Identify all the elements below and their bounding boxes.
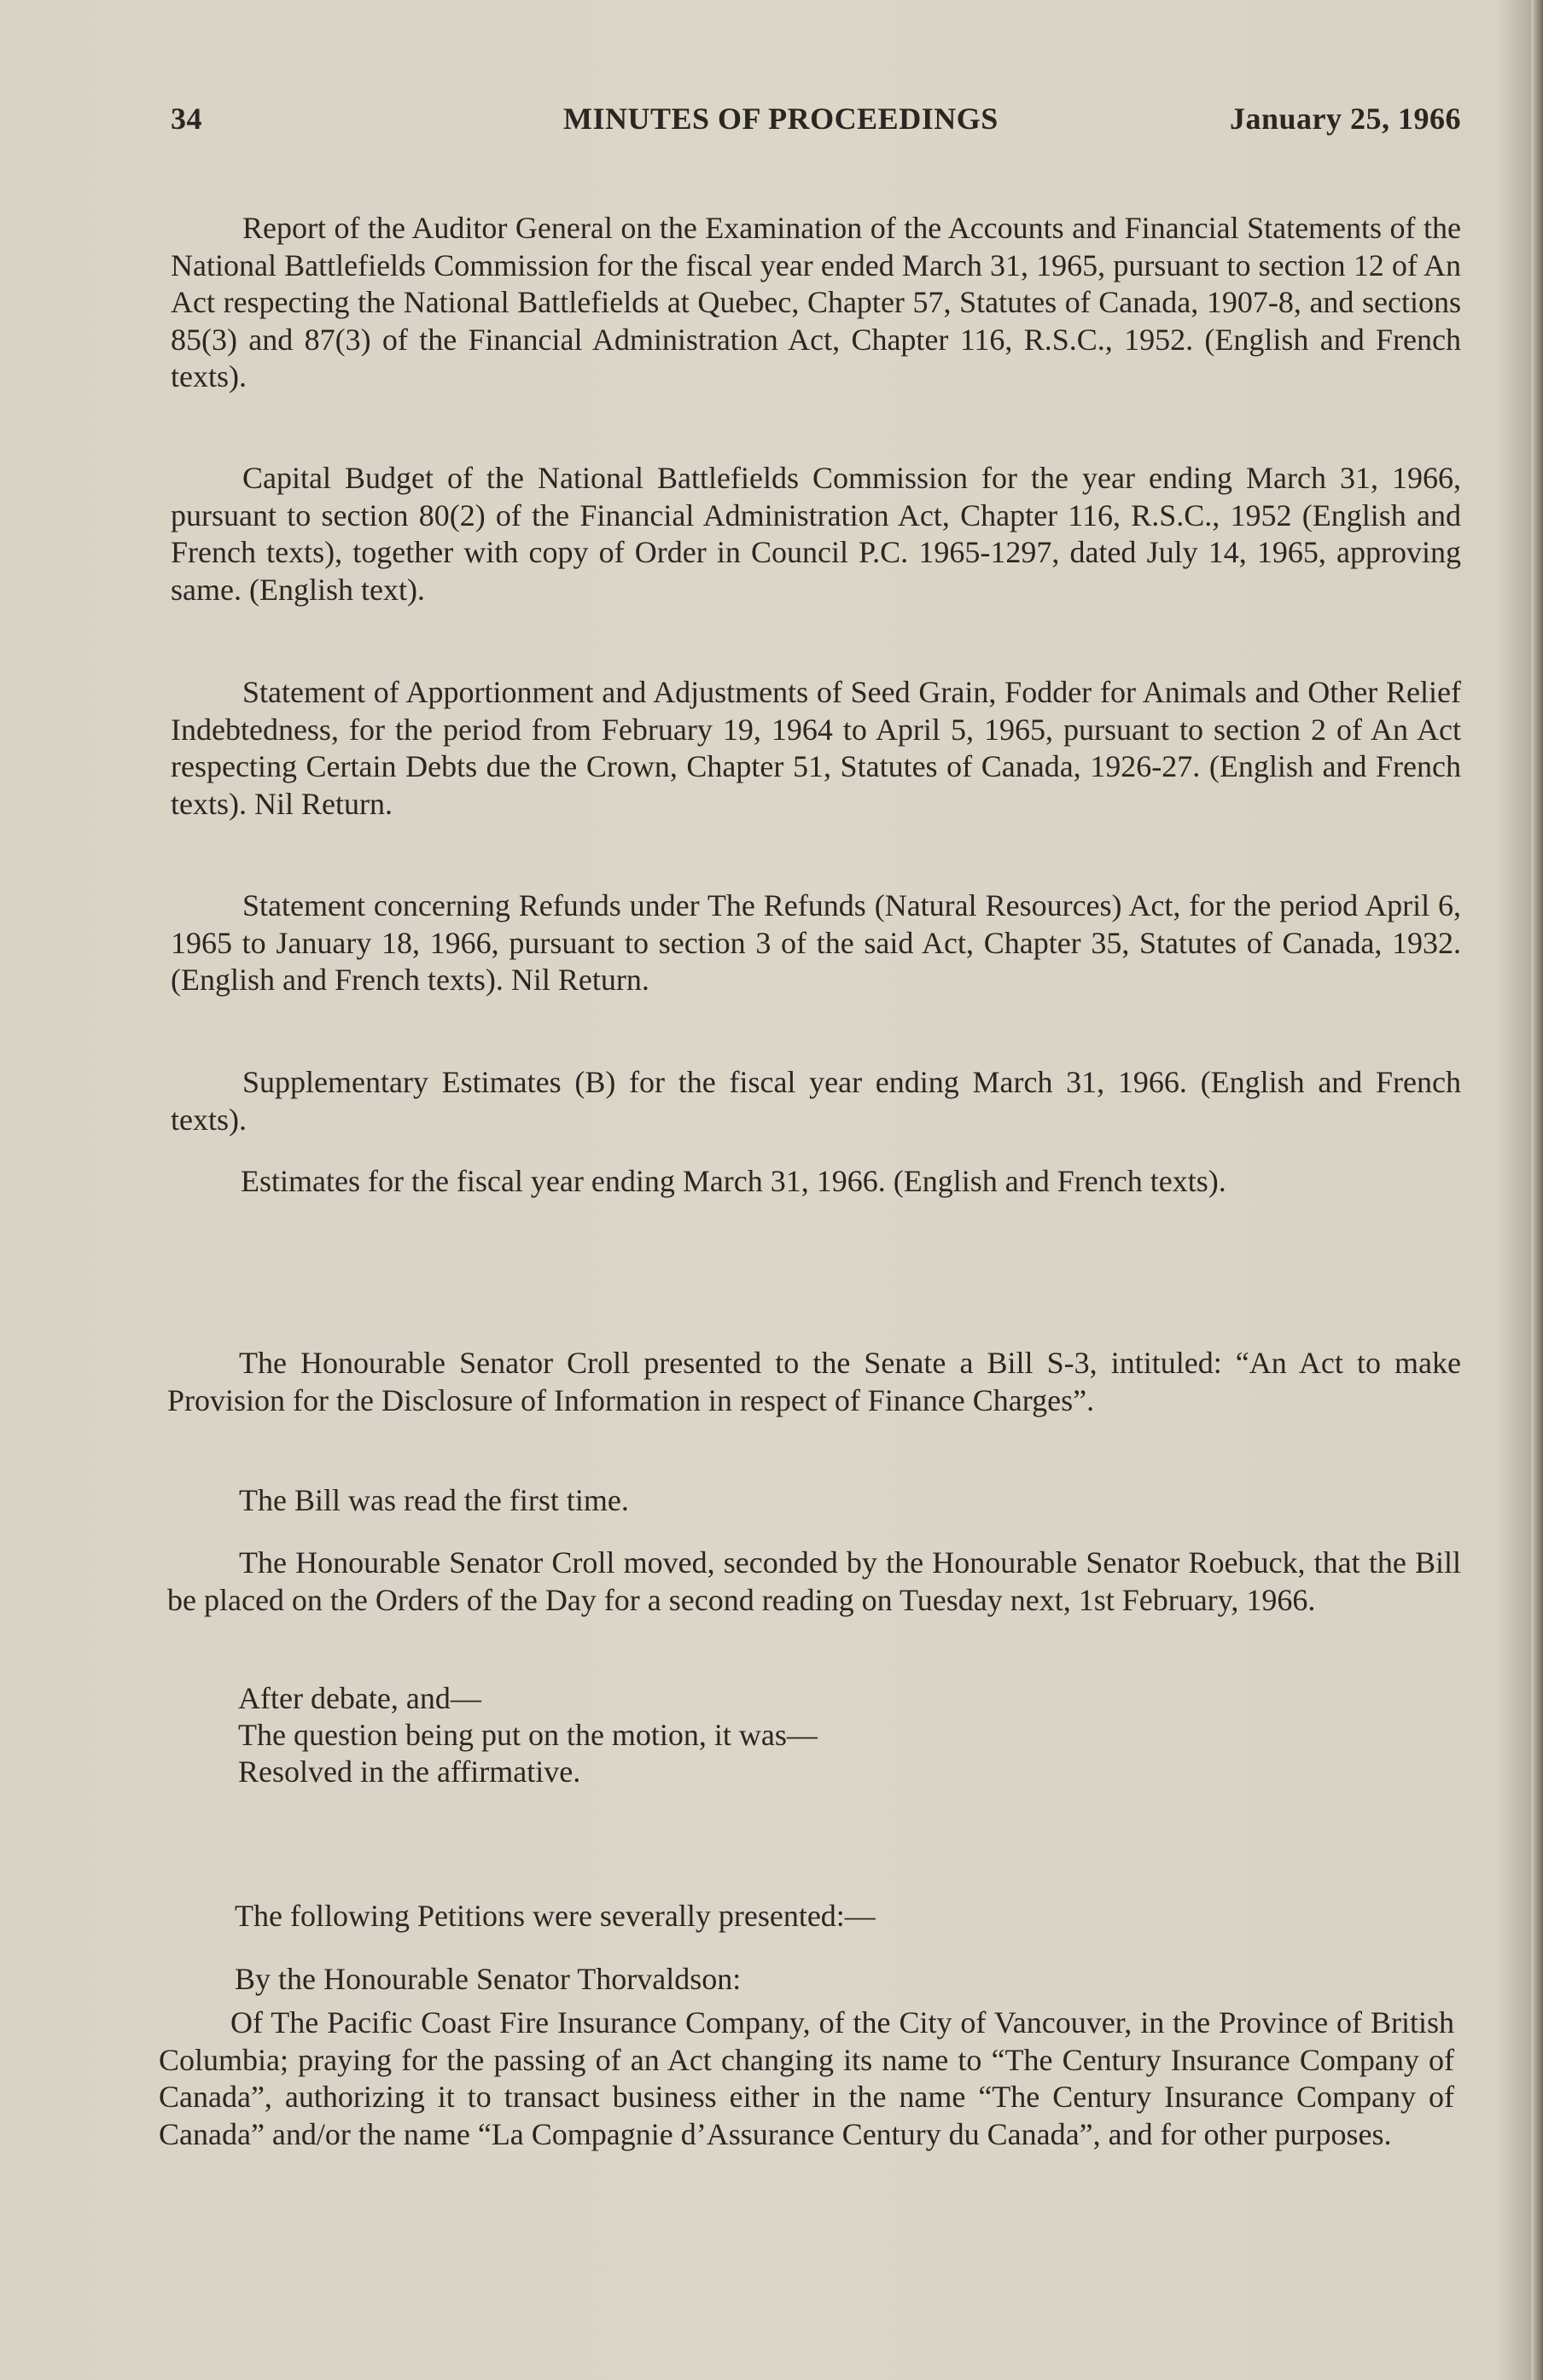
paragraph-refunds-statement: Statement concerning Refunds under The Refunds (Natural Resources) Act, for the period April 6, 1965 to January 18, 1966, pursuant to section 3 of the said Act, Chapter 35, Statutes of Canada, 1932. (English and French texts). Nil Return.	[171, 888, 1461, 997]
paragraph-capital-budget: Capital Budget of the National Battlefields Commission for the year ending March 31, 1966, pursuant to section 80(2) of the Financial Administration Act, Chapter 116, R.S.C., 1952 (English and French texts), together with copy of Order in Council P.C. 1965-1297, dated July 14, 1965, approving same. (English text).	[171, 461, 1461, 607]
running-title: MINUTES OF PROCEEDINGS	[563, 102, 999, 136]
header-date: January 25, 1966	[1229, 102, 1461, 136]
paragraph-supplementary-estimates: Supplementary Estimates (B) for the fiscal year ending March 31, 1966. (English and French texts).	[171, 1065, 1461, 1137]
paragraph-petition-pacific-coast: Of The Pacific Coast Fire Insurance Company, of the City of Vancouver, in the Province of British Columbia; praying for the passing of an Act changing its name to “The Century Insurance Company of Canada”, authorizing it to transact business either in the name “The Century Insurance Company of Canada” and/or the name “La Compagnie d’Assurance Century du Canada”, and for other purposes.	[159, 2005, 1454, 2151]
paragraph-seed-grain-statement: Statement of Apportionment and Adjustments of Seed Grain, Fodder for Animals and Other Relief Indebtedness, for the period from February 19, 1964 to April 5, 1965, pursuant to section 2 of An Act respecting Certain Debts due the Crown, Chapter 51, Statutes of Canada, 1926-27. (English and French texts). Nil Return.	[171, 675, 1461, 821]
paragraph-estimates: Estimates for the fiscal year ending March 31, 1966. (English and French texts).	[241, 1164, 1226, 1198]
question-line: The question being put on the motion, it was—	[238, 1718, 818, 1752]
page-edge-shadow	[1531, 0, 1543, 2380]
paragraph-bill-s3: The Honourable Senator Croll presented to the Senate a Bill S-3, intituled: “An Act to make Provision for the Disclosure of Information in respect of Finance Charges”.	[167, 1346, 1461, 1417]
paragraph-motion: The Honourable Senator Croll moved, seconded by the Honourable Senator Roebuck, that the Bill be placed on the Orders of the Day for a second reading on Tuesday next, 1st February, 1966.	[167, 1545, 1461, 1617]
debate-line: After debate, and—	[238, 1681, 481, 1715]
resolved-line: Resolved in the affirmative.	[238, 1754, 581, 1789]
paragraph-auditor-report: Report of the Auditor General on the Examination of the Accounts and Financial Statements of the National Battlefields Commission for the fiscal year ended March 31, 1965, pursuant to section 12 of An Act respecting the National Battlefields at Quebec, Chapter 57, Statutes of Canada, 1907-8, and sections 85(3) and 87(3) of the Financial Administration Act, Chapter 116, R.S.C., 1952. (English and French texts).	[171, 211, 1461, 393]
petitions-intro: The following Petitions were severally presented:—	[235, 1899, 876, 1933]
page-header	[171, 101, 1461, 143]
page-number: 34	[171, 102, 202, 136]
petition-presenter: By the Honourable Senator Thorvaldson:	[235, 1962, 742, 1996]
paragraph-first-reading: The Bill was read the first time.	[239, 1483, 629, 1517]
